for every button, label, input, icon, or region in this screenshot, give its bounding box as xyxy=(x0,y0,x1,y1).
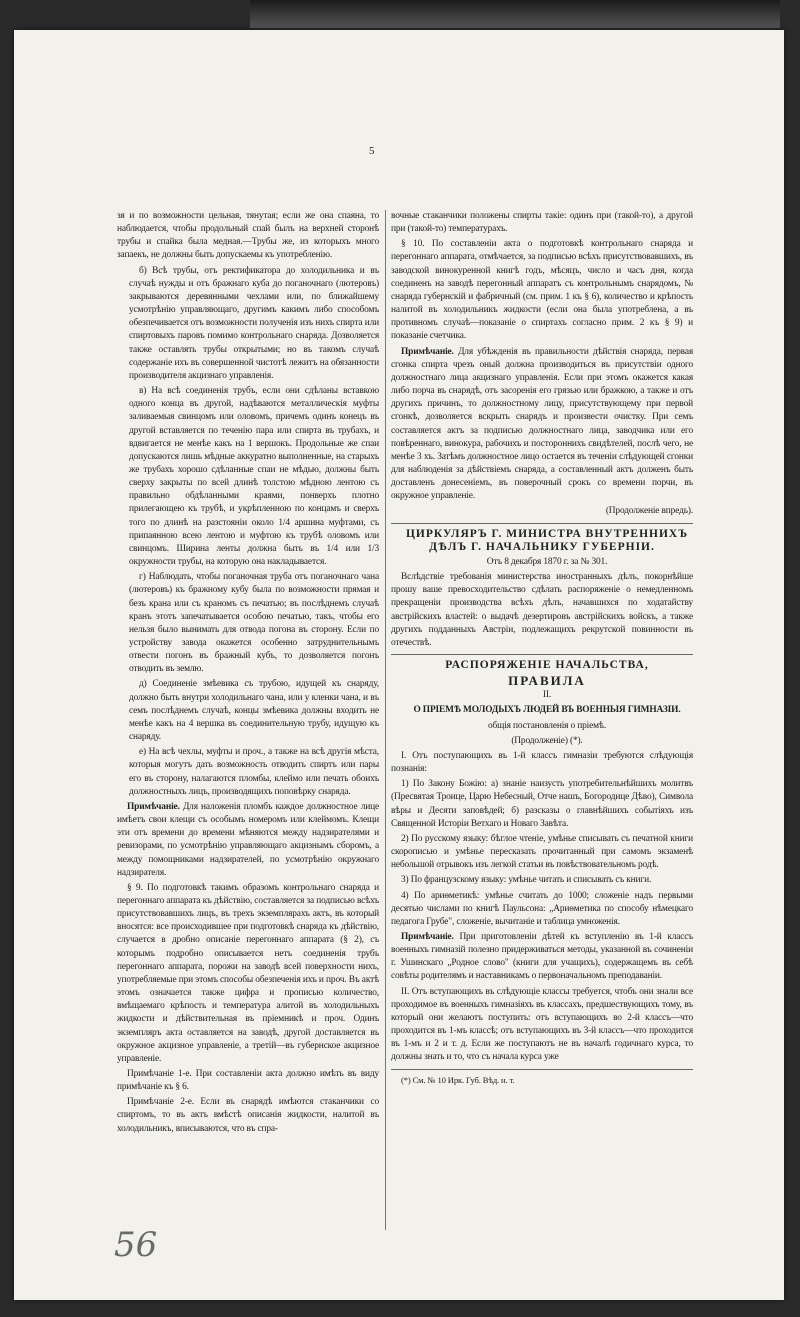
note-text: Для наложенія пломбъ каждое должностное лице имѣетъ свои клещи съ особымъ номеромъ или клеймомъ. Клещи эти отъ времени до времени мѣняются между надзирателями и ревизорами, по усмотрѣнію управляющаго акцизнымъ сборомъ, а между помощниками надзирателей, по усмотрѣнію окружнаго надзирателя. xyxy=(117,801,379,878)
note-label: Примѣчаніе. xyxy=(127,801,180,812)
footnote-divider xyxy=(391,1069,693,1070)
rule-1-1: 1) По Закону Божію: а) знаніе наизусть употребительнѣйшихъ молитвъ (Пресвятая Троице, Царю Небесный, Отче нашъ, Богородице Дѣво), Символа вѣры и Десяти заповѣдей; б) разсказы о главнѣйшихъ событіяхъ изъ Священной Исторіи Ветхаго и Новаго Завѣта. xyxy=(391,779,693,829)
circular-text: Вслѣдствіе требованія министерства иностранныхъ дѣлъ, покорнѣйше прошу ваше превосходительство сдѣлать распоряженіе о немедленномъ прекращеніи производства всѣхъ дѣлъ, начавшихся по ходатайству австрійскихъ властей: о выдачѣ дезертировъ австрійскихъ войскъ, а также другихъ подданныхъ Австріи, подлежащихъ рекрутской повинности въ отечествѣ. xyxy=(391,572,693,648)
rule-note-text: При приготовленіи дѣтей къ вступленію въ 1-й классъ военныхъ гимназій полезно придерживаться методы, указанной въ сочиненіи г. Ушинскаго „Родное слово" (книги для учащихъ), содержащемъ въ себѣ совѣты родителямъ и наставникамъ о первоначальномъ преподаваніи. xyxy=(391,931,693,982)
paragraph-10: § 10. По составленіи акта о подготовкѣ контрольнаго снаряда и перегоннаго аппарата, отмѣчается, за подписью всѣхъ присутствовавшихъ, въ заводской винокуренной книгѣ годъ, мѣсяцъ, число и часъ дня, когда соединенъ на заводѣ перегонный аппаратъ съ контрольнымъ снарядомъ, № снаряда губернскій и фабричный (см. прим. 1 къ § 6), количество и крѣпость налитой въ холодильникъ жидкости (если она была употреблена, а въ противномъ случаѣ—показаніе о спиртахъ согласно прим. 2 къ § 9) и показаніе счетчика. xyxy=(391,239,693,342)
rule-1: I. Отъ поступающихъ въ 1-й классъ гимназіи требуются слѣдующія познанія: xyxy=(391,750,693,775)
paragraph-continuation: зя и по возможности цельная, тянутая; если же она спаяна, то наблюдается, чтобы продольный спай былъ на верхней сторонѣ трубы и спайка была медная.—Трубы же, из которыхъ много запаекъ, не должны быть допускаемы къ употребленію. xyxy=(117,211,379,261)
list-item-e: е) На всѣ чехлы, муфты и проч., а также на всѣ другія мѣста, которыя могутъ дать возможность отводить спиртъ или пары его въ сторону, налагаются пломбы, клеймо или печать обоихъ должностныхъ лицъ, производящихъ поповѣрку снаряда. xyxy=(129,747,379,797)
list-item-g: г) Наблюдать, чтобы поганочная труба отъ поганочнаго чана (лютеровъ) къ бражному кубу была по возможности прямая и безъ крана или съ краномъ съ печатью; въ послѣднемъ случаѣ кранъ этотъ запечатывается особою печатью, такъ, чтобы его нельзя было вынимать для отвода погона въ сторону. Если по устройству завода окажется особенно затруднительнымъ отвести погонъ въ бражный кубъ, то дозволяется погонъ отводить въ землю. xyxy=(129,572,379,675)
handwritten-page-number: 56 xyxy=(114,1225,158,1265)
divider xyxy=(391,523,693,524)
note-paragraph-right xyxy=(391,346,693,504)
rules-subtitle: О ПРІЕМѢ МОЛОДЫХЪ ЛЮДЕЙ ВЪ ВОЕННЫЯ ГИМНАЗІИ. xyxy=(413,705,681,716)
note-1: Примѣчаніе 1-е. При составленіи акта должно имѣть въ виду примѣчаніе къ § 6. xyxy=(117,1069,379,1093)
rule-note xyxy=(391,931,693,984)
rule-1-4: 4) По ариѳметикѣ: умѣнье считать до 1000; сложеніе надъ первыми десятью числами по книгѣ Паульсона: „Ариѳметика по способу нѣмецкаго педагога Грубе", сложеніе, вычитаніе и таблица умноженія. xyxy=(391,890,693,927)
rules-general: общія постановленія о пріемѣ. xyxy=(487,720,607,731)
rule-1-3: 3) По французскому языку: умѣнье читать и списывать съ книги. xyxy=(401,875,652,886)
rule-2: II. Отъ вступающихъ въ слѣдующіе классы требуется, чтобъ они знали все проходимое въ военныхъ гимназіяхъ въ классахъ, предшествующихъ тому, въ который они желаютъ поступить: отъ вступающихъ во 2-й классъ—что проходится въ 1-мъ классѣ; отъ вступающихъ въ 3-й классъ—что проходится въ 1-мъ и 2 и т. д. Если же поступаютъ не въ началѣ годичнаго курса, то должны знать и то, что съ начала курса уже xyxy=(391,986,693,1063)
page-top-edge xyxy=(250,0,780,28)
rule-note-label: Примѣчаніе. xyxy=(401,931,454,942)
right-column xyxy=(391,210,693,1089)
page-number: 5 xyxy=(369,145,375,157)
rules-continuation: (Продолженіе) (*). xyxy=(511,735,583,746)
paragraph-continuation-right: вочные стаканчики положены спирты такіе: одинъ при (такой-то), а другой при (такой-то) температурахъ. xyxy=(391,211,693,235)
rules-title: ПРАВИЛА xyxy=(508,673,586,689)
note-paragraph xyxy=(117,801,379,880)
list-item-d: д) Соединеніе змѣевика съ трубою, идущей къ снаряду, должно быть внутри холодильнаго чана, или у кленки чана, и въ семъ послѣднемъ случаѣ, концы змѣевика должны входить не менѣе какъ на 4 вершка въ соединительную трубу, идущую къ снаряду. xyxy=(129,679,379,743)
section-title: РАСПОРЯЖЕНІЕ НАЧАЛЬСТВА, xyxy=(445,659,649,671)
rules-number: II. xyxy=(542,690,552,701)
document-page xyxy=(14,30,784,1300)
paragraph-9: § 9. По подготовкѣ такимъ образомъ контрольнаго снаряда и перегоннаго аппарата къ дѣйствію, составляется за подписью всѣхъ присутствовавшихъ лицъ, въ трехъ экземплярахъ актъ, въ который вносятся: все происходившее при подготовкѣ снаряда къ дѣйствію, случается в дробно описаніе перегоннаго аппарата (§ 2), съ которымъ подробно описывается нетъ соединенія трубъ перегоннаго аппарата, порожи на заводѣ всей поверхности нихъ, употребляемые при этомъ способы обезпеченія ихъ и проч. Въ актѣ этомъ означается также цифра и прописью количество, вмѣщаемаго крѣпость и температура алитой въ холодильныхъ жидкости и дѣйствительная въ пріемникѣ и проч. Одинъ экземпляръ акта оставляется на заводѣ, другой доставляется въ окружное акцизное управленіе, а третій—въ губернское акцизное управленіе. xyxy=(117,882,379,1064)
rule-1-2: 2) По русскому языку: бѣглое чтеніе, умѣнье списывать съ печатной книги скорописью и умѣнье пересказать прочитанный при самомъ экзаменѣ небольшой отрывокъ изъ легкой статьи въ повѣствовательномъ родѣ. xyxy=(391,833,693,871)
column-divider xyxy=(385,210,386,1230)
circular-title: ЦИРКУЛЯРЪ Г. МИНИСТРА ВНУТРЕННИХЪ ДѢЛЪ Г. НАЧАЛЬНИКУ ГУБЕРНІИ. xyxy=(405,527,689,553)
circular-date: Отъ 8 декабря 1870 г. за № 301. xyxy=(486,556,608,567)
note-text-right: Для убѣжденія въ правильности дѣйствія снаряда, первая сгонка спирта чрезъ оный должна производиться въ присутствіи одного должностнаго лица акцизнаго управленія. Если при этомъ окажется какая либо порча въ снарядѣ, отъ засоренія его грязью или бражкою, а также и отъ другихъ причинъ, то должностному лицу, присутствующему при первой сгонкѣ, дозволяется вскрыть снарядъ и произвести очистку. При семъ составляется актъ за подписью должностнаго лица, заводчика или его повѣреннаго, винокура, рабочихъ и постороннихъ свидѣтелей, послѣ чего, не менѣе 3 хъ. Затѣмъ должностное лицо остается въ теченіи слѣдующей сгонки для наблюденія за дѣйствіемъ снаряда, а составленный актъ долженъ быть доставленъ донесеніемъ, въ поверочный срокъ со времени порчи, въ окружное управленіе. xyxy=(391,346,693,502)
note-2: Примѣчаніе 2-е. Если въ снарядѣ имѣются стаканчики со спиртомъ, то въ актъ вмѣстѣ описанія жидкости, налитой въ холодильникъ, вписываются, что въ спра- xyxy=(117,1097,379,1134)
left-column xyxy=(117,210,379,1138)
list-item-b: б) Всѣ трубы, отъ ректификатора до холодильника и въ случаѣ нужды и отъ бражнаго куба до поганочнаго (лютеровъ) закрываются деревянными чехлами или, по ближайшему усмотрѣнію управляющаго, другимъ какимъ либо способомъ обезпечивается отъ возможности полученія изъ нихъ спирта или спиртовыхъ паровъ помимо контрольнаго снаряда. Дозволяется также оставлять трубы открытыми; но въ такомъ случаѣ содержаніе ихъ въ совершенной чистотѣ лежитъ на обязанности производителя акцизнаго управленія. xyxy=(129,265,379,381)
divider xyxy=(391,654,693,655)
footnote: (*) См. № 10 Ирк. Губ. Вѣд. н. т. xyxy=(401,1074,515,1085)
list-item-v: в) На всѣ соединенія трубъ, если они сдѣланы вставкою одного конца въ другой, надѣваются металлическія муфты заливаемыя свинцомъ или оловомъ, причемъ одинъ конецъ въ другой вставляется по теченію пара или спирта въ трубахъ, и вдвигается не менѣе какъ на 1 вершокъ. Продольные же спаи допускаются лишь мѣдные аккуратно выполненные, на старыхъ же трубахъ хорошо сдѣланные спаи не мѣдью, должны быть сверху закрыты по всей длинѣ толстою мѣдною лентою съ правильно обдѣланными краями, понверхъ плотно прилегающею къ трубѣ, и укрѣпленною по концамъ и сверхъ того по длинѣ на разстояніи около 1/4 аршина муфтами, съ припаянною всею лентою и муфтою къ трубѣ оловомъ или свинцомъ. Ширина ленты должна быть въ 1/4 или 1/3 окружности трубы, на которую она накладывается. xyxy=(129,386,379,568)
note-label-right: Примѣчаніе. xyxy=(401,346,454,357)
continued-note: (Продолженіе впредь). xyxy=(605,506,693,517)
